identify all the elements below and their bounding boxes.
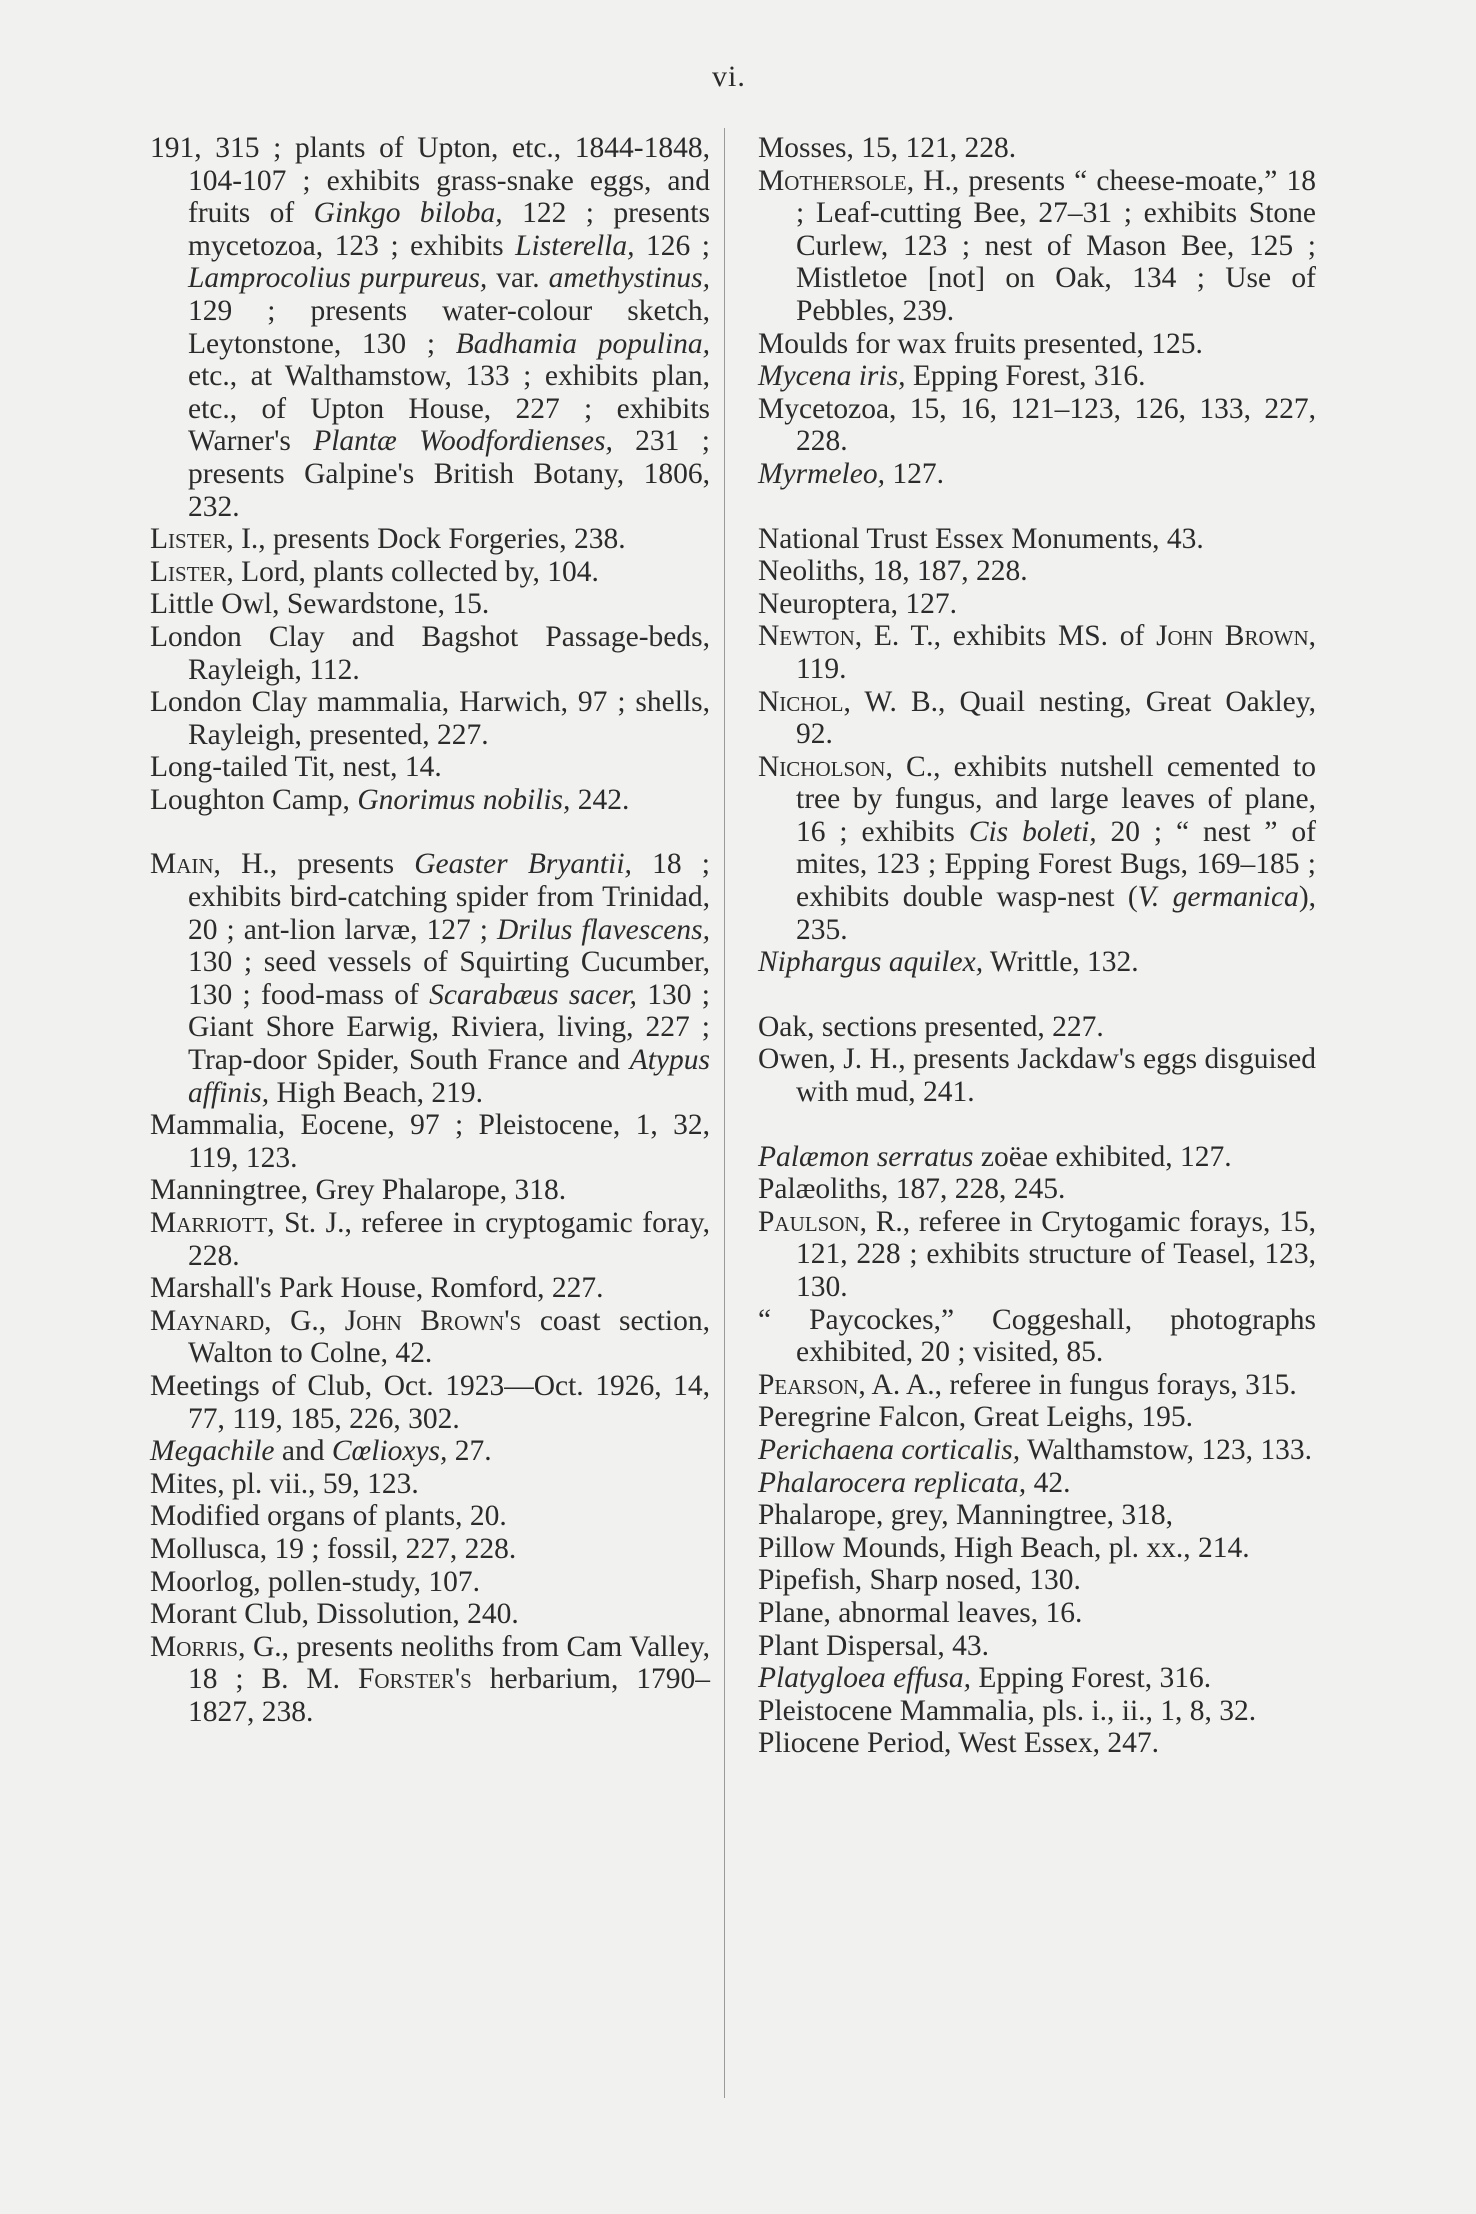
entry-text: High Beach, 219.: [269, 1076, 483, 1109]
entry-text: 231 ; presents Galpine's British Botany, 1806, 232.: [188, 425, 710, 523]
entry-text: coast section, Walton to Colne, 42.: [188, 1304, 710, 1370]
name-small-caps: Morris,: [150, 1630, 246, 1663]
index-entry: [150, 621, 710, 686]
entry-text: Plane, abnormal leaves, 16.: [758, 1596, 1083, 1629]
index-entry: [758, 1141, 1316, 1174]
index-entry: [758, 360, 1316, 393]
index-entry: [758, 1695, 1316, 1728]
italic-text: Niphargus aquilex,: [758, 946, 984, 979]
name-small-caps: Lister,: [150, 523, 234, 556]
index-entry: [758, 588, 1316, 621]
index-entry: [150, 1272, 710, 1305]
italic-text: Geaster Bryantii,: [414, 848, 632, 881]
entry-text: Phalarope, grey, Manningtree, 318,: [758, 1499, 1174, 1532]
entry-text: Mites, pl. vii., 59, 123.: [150, 1467, 419, 1500]
italic-text: Listerella,: [515, 229, 635, 262]
italic-text: Ginkgo biloba,: [313, 197, 503, 230]
name-small-caps: Nichol,: [758, 685, 851, 718]
index-entry: [150, 1468, 710, 1501]
entry-text: C., exhibits nutshell cemented to tree by fungus, and large leaves of plane, 16 ; exhibits: [796, 750, 1316, 848]
italic-text: amethystinus,: [548, 262, 710, 295]
italic-text: Scarabæus sacer,: [429, 978, 637, 1011]
entry-text: and: [274, 1435, 332, 1468]
entry-text: Long-tailed Tit, nest, 14.: [150, 751, 442, 784]
italic-text: Plantæ Woodfordienses,: [313, 425, 613, 458]
name-small-caps: Pearson,: [758, 1368, 866, 1401]
entry-text: herbarium, 1790–1827, 238.: [188, 1663, 710, 1728]
index-entry: [150, 1500, 710, 1533]
entry-text: R., referee in Crytogamic forays, 15, 121, 228 ; exhibits structure of Teasel, 123, 130.: [796, 1205, 1316, 1303]
index-entry: [758, 1173, 1316, 1206]
index-entry: [150, 848, 710, 1109]
entry-text: 122 ; presents mycetozoa, 123 ; exhibits: [188, 197, 710, 262]
index-entry: [150, 1305, 710, 1370]
entry-text: Pleistocene Mammalia, pls. i., ii., 1, 8, 32.: [758, 1694, 1257, 1727]
entry-text: 191, 315 ; plants of Upton, etc., 1844-1848, 104-107 ; exhibits grass-snake eggs, and fruits of: [150, 132, 710, 230]
italic-text: Cœlioxys,: [331, 1435, 448, 1468]
entry-text: I., presents Dock Forgeries, 238.: [233, 523, 626, 556]
name-small-caps: Mothersole,: [758, 164, 915, 197]
entry-text: Oak, sections presented, 227.: [758, 1010, 1104, 1043]
index-entry: [150, 1207, 710, 1272]
name-small-caps: Nicholson,: [758, 750, 893, 783]
index-entry: [150, 1566, 710, 1599]
entry-text: Writtle, 132.: [983, 946, 1139, 979]
entry-text: Pillow Mounds, High Beach, pl. xx., 214.: [758, 1531, 1250, 1564]
name-small-caps: Paulson,: [758, 1205, 867, 1238]
name-small-caps: John Brown's: [344, 1304, 522, 1337]
index-entry: [150, 588, 710, 621]
entry-text: Moulds for wax fruits presented, 125.: [758, 327, 1203, 360]
index-column-left: [150, 132, 710, 1729]
entry-text: Neuroptera, 127.: [758, 587, 958, 620]
italic-text: Phalarocera replicata,: [758, 1466, 1027, 1499]
italic-text: Megachile: [150, 1435, 275, 1468]
italic-text: Lamprocolius purpureus,: [188, 262, 488, 295]
index-entry: [758, 1401, 1316, 1434]
entry-text: 119.: [796, 652, 847, 685]
entry-text: Pipefish, Sharp nosed, 130.: [758, 1564, 1081, 1597]
entry-text: 126 ;: [634, 229, 711, 262]
index-entry: [150, 1109, 710, 1174]
entry-text: Epping Forest, 316.: [971, 1662, 1212, 1695]
entry-text: A. A., referee in fungus forays, 315.: [865, 1368, 1297, 1401]
entry-text: St. J., referee in cryptogamic foray, 228.: [188, 1207, 710, 1272]
index-entry: [758, 328, 1316, 361]
entry-text: Mycetozoa, 15, 16, 121–123, 126, 133, 227, 228.: [758, 392, 1316, 458]
index-entry: [758, 1369, 1316, 1402]
name-small-caps: Maynard,: [150, 1304, 272, 1337]
index-entry: [150, 556, 710, 589]
index-entry: [150, 784, 710, 817]
italic-text: Drilus flavescens,: [496, 913, 711, 946]
entry-text: Manningtree, Grey Phalarope, 318.: [150, 1174, 567, 1207]
index-entry: [150, 1598, 710, 1631]
name-small-caps: Main,: [150, 848, 221, 881]
index-entry: [758, 523, 1316, 556]
italic-text: Palæmon serratus: [758, 1140, 974, 1173]
entry-text: Mammalia, Eocene, 97 ; Pleistocene, 1, 32, 119, 123.: [150, 1109, 710, 1174]
entry-text: 20 ; “ nest ” of mites, 123 ; Epping Forest Bugs, 169–185 ; exhibits double wasp-nest (: [796, 815, 1316, 914]
index-entry: [150, 1631, 710, 1729]
entry-text: National Trust Essex Monuments, 43.: [758, 522, 1204, 555]
index-entry: [150, 132, 710, 523]
entry-text: London Clay mammalia, Harwich, 97 ; shells, Rayleigh, presented, 227.: [150, 686, 710, 751]
index-entry: [758, 1206, 1316, 1304]
index-entry: [758, 1304, 1316, 1369]
entry-text: Lord, plants collected by, 104.: [233, 555, 599, 588]
italic-text: Cis boleti,: [968, 815, 1097, 848]
index-entry: [758, 1630, 1316, 1663]
entry-text: etc., at Walthamstow, 133 ; exhibits plan, etc., of Upton House, 227 ; exhibits Warner's: [188, 360, 710, 458]
index-entry: [758, 1532, 1316, 1565]
entry-text: var.: [487, 262, 549, 295]
index-entry: [758, 686, 1316, 751]
entry-text: zoëae exhibited, 127.: [973, 1140, 1232, 1173]
entry-text: 42.: [1026, 1466, 1071, 1499]
italic-text: Platygloea effusa,: [758, 1662, 972, 1695]
entry-text: 242.: [570, 783, 630, 816]
index-entry: [758, 458, 1316, 491]
entry-text: 129 ; presents water-colour sketch, Leytonstone, 130 ;: [188, 294, 710, 360]
index-entry: [150, 1370, 710, 1435]
index-entry: [150, 1533, 710, 1566]
index-entry: [758, 1011, 1316, 1044]
entry-text: Loughton Camp,: [150, 783, 358, 816]
name-small-caps: Forster's: [357, 1663, 472, 1696]
name-small-caps: Marriott,: [150, 1207, 275, 1239]
entry-text: Meetings of Club, Oct. 1923—Oct. 1926, 14, 77, 119, 185, 226, 302.: [150, 1369, 710, 1435]
entry-text: W. B., Quail nesting, Great Oakley, 92.: [796, 685, 1316, 751]
italic-text: Myrmeleo,: [758, 457, 885, 490]
entry-text: G., presents neoliths from Cam Valley, 18 ; B. M.: [188, 1630, 710, 1696]
index-entry: [758, 132, 1316, 165]
index-entry: [758, 946, 1316, 979]
index-entry: [758, 1043, 1316, 1108]
italic-text: Perichaena corticalis,: [758, 1433, 1021, 1466]
index-entry: [758, 1467, 1316, 1500]
entry-text: Moorlog, pollen-study, 107.: [150, 1565, 480, 1598]
entry-text: Neoliths, 18, 187, 228.: [758, 555, 1028, 588]
index-entry: [758, 620, 1316, 685]
entry-text: Plant Dispersal, 43.: [758, 1629, 990, 1662]
index-entry: [758, 1499, 1316, 1532]
entry-text: Marshall's Park House, Romford, 227.: [150, 1272, 604, 1305]
index-entry: [150, 686, 710, 751]
entry-text: Modified organs of plants, 20.: [150, 1500, 507, 1533]
entry-text: G.,: [271, 1304, 345, 1337]
entry-text: ), 235.: [796, 881, 1317, 946]
entry-text: H., presents “ cheese-moate,” 18 ; Leaf-cutting Bee, 27–31 ; exhibits Stone Curlew, 123 ; nest of Mason Bee, 125 ; Mistletoe [not] on Oak, 134 ; Use of Pebbles, 239.: [796, 164, 1316, 327]
entry-text: Epping Forest, 316.: [905, 360, 1146, 393]
entry-text: Morant Club, Dissolution, 240.: [150, 1598, 519, 1631]
entry-text: Palæoliths, 187, 228, 245.: [758, 1173, 1066, 1206]
index-entry: [758, 393, 1316, 458]
index-entry: [758, 1727, 1316, 1760]
entry-text: 18 ; exhibits bird-catching spider from Trinidad, 20 ; ant-lion larvæ, 127 ;: [188, 848, 710, 946]
italic-text: Atypus affinis,: [188, 1044, 710, 1109]
name-small-caps: Newton,: [758, 620, 863, 653]
index-column-right: [758, 132, 1316, 1760]
page-number: vi.: [712, 60, 746, 93]
entry-text: London Clay and Bagshot Passage-beds, Rayleigh, 112.: [150, 620, 710, 686]
index-entry: [150, 1174, 710, 1207]
entry-text: 130 ; seed vessels of Squirting Cucumber, 130 ; food-mass of: [188, 946, 710, 1011]
index-entry: [758, 1434, 1316, 1467]
index-entry: [758, 1564, 1316, 1597]
name-small-caps: Lister,: [150, 555, 234, 588]
entry-text: Walthamstow, 123, 133.: [1020, 1433, 1312, 1466]
entry-text: 27.: [447, 1435, 492, 1468]
italic-text: Badhamia populina,: [455, 327, 710, 360]
index-entry: [758, 165, 1316, 328]
italic-text: Mycena iris,: [758, 360, 906, 393]
index-entry: [758, 751, 1316, 947]
entry-text: Mosses, 15, 121, 228.: [758, 132, 1017, 164]
entry-text: 127.: [884, 457, 944, 490]
name-small-caps: John Brown,: [1156, 620, 1316, 653]
index-entry: [150, 751, 710, 784]
italic-text: V. germanica: [1137, 881, 1299, 914]
index-entry: [758, 555, 1316, 588]
index-entry: [150, 523, 710, 556]
entry-text: H., presents: [220, 848, 415, 881]
entry-text: “ Paycockes,” Coggeshall, photographs exhibited, 20 ; visited, 85.: [758, 1303, 1316, 1369]
italic-text: Gnorimus nobilis,: [357, 783, 571, 816]
entry-text: Owen, J. H., presents Jackdaw's eggs disguised with mud, 241.: [758, 1043, 1316, 1109]
entry-text: Mollusca, 19 ; fossil, 227, 228.: [150, 1532, 517, 1565]
entry-text: Pliocene Period, West Essex, 247.: [758, 1727, 1160, 1760]
entry-text: Little Owl, Sewardstone, 15.: [150, 588, 490, 621]
entry-text: Peregrine Falcon, Great Leighs, 195.: [758, 1401, 1193, 1434]
entry-text: 130 ; Giant Shore Earwig, Riviera, living, 227 ; Trap-door Spider, South France and: [188, 978, 710, 1077]
entry-text: E. T., exhibits MS. of: [862, 620, 1157, 653]
index-entry: [150, 1435, 710, 1468]
index-entry: [758, 1597, 1316, 1630]
index-entry: [758, 1662, 1316, 1695]
column-divider: [724, 128, 725, 2098]
